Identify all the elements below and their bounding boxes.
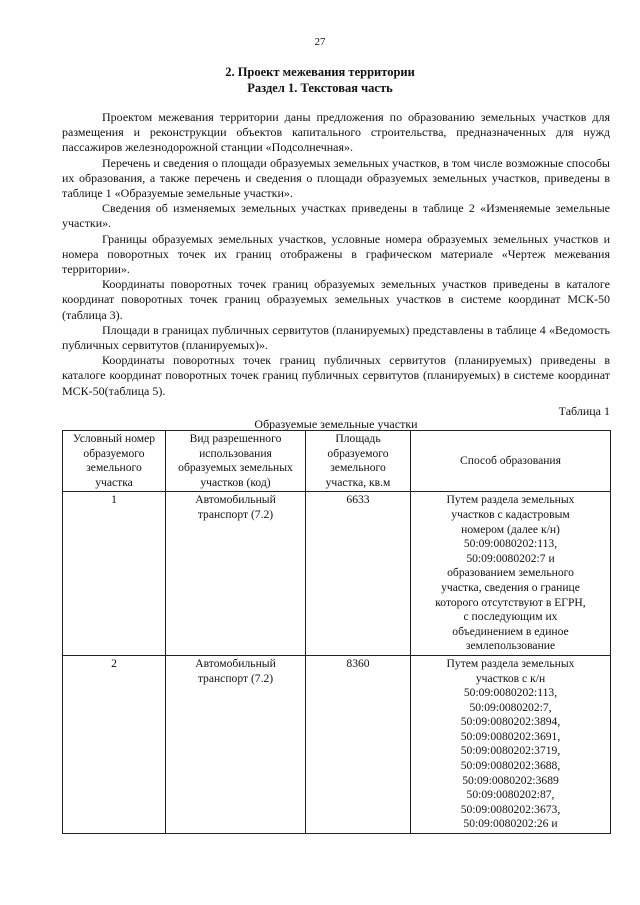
- paragraph: Координаты поворотных точек границ образуемых земельных участков приведены в каталоге координат поворотных точек границ образуемых земельных участков в системе координат МСК-50 (таблица 3).: [62, 277, 610, 322]
- cell-use: Автомобильный транспорт (7.2): [166, 655, 306, 833]
- paragraph: Координаты поворотных точек границ публичных сервитутов (планируемых) приведены в каталоге координат поворотных точек границ публичных сервитутов (планируемых) в системе координат МСК-50(таблица 5).: [62, 353, 610, 398]
- cell-number: 1: [63, 492, 166, 656]
- cell-method: Путем раздела земельных участков с к/н 50:09:0080202:113, 50:09:0080202:7, 50:09:0080202:3894, 50:09:0080202:3691, 50:09:0080202:3719, 50:09:0080202:3688, 50:09:0080202:3689 50:09:0080202:87, 50:09:0080202:3673, 50:09:0080202:26 и: [411, 655, 611, 833]
- table-label: Таблица 1: [558, 404, 610, 418]
- table-caption: Образуемые земельные участки: [254, 417, 418, 431]
- page-number: 27: [314, 36, 326, 48]
- table-row: [63, 655, 611, 833]
- paragraph: Границы образуемых земельных участков, условные номера образуемых земельных участков и номера поворотных точек их границ отображены в графическом материале «Чертеж межевания территории».: [62, 231, 610, 277]
- heading-subtitle: Раздел 1. Текстовая часть: [247, 81, 393, 95]
- section-heading: [0, 64, 640, 96]
- header-use: Вид разрешенного использования образуемых земельных участков (код): [166, 431, 306, 492]
- header-number: Условный номер образуемого земельного участка: [63, 431, 166, 492]
- paragraph: Сведения об изменяемых земельных участках приведены в таблице 2 «Изменяемые земельные участки».: [62, 201, 610, 231]
- plots-table: [62, 430, 611, 834]
- cell-area: 8360: [306, 655, 411, 833]
- heading-title: 2. Проект межевания территории: [225, 65, 415, 79]
- paragraph: Площади в границах публичных сервитутов (планируемых) представлены в таблице 4 «Ведомость публичных сервитутов (планируемых)».: [62, 322, 610, 353]
- cell-area: 6633: [306, 492, 411, 656]
- body-text: [62, 110, 610, 399]
- table-row: [63, 492, 611, 656]
- table-header-row: [63, 431, 611, 492]
- cell-method: Путем раздела земельных участков с кадастровым номером (далее к/н) 50:09:0080202:113, 50:09:0080202:7 и образованием земельного участка, сведения о границе которого отсутствуют в ЕГРН, с последующим их объединением в единое землепользование: [411, 492, 611, 656]
- cell-use: Автомобильный транспорт (7.2): [166, 492, 306, 656]
- paragraph: Проектом межевания территории даны предложения по образованию земельных участков для размещения и реконструкции объектов капитального строительства, предназначенных для нужд пассажиров железнодорожной станции «Подсолнечная».: [62, 110, 610, 155]
- header-method: Способ образования: [411, 431, 611, 492]
- paragraph: Перечень и сведения о площади образуемых земельных участков, в том числе возможные способы их образования, а также перечень и сведения о площади образуемых земельных участков, приведены в таблице 1 «Образуемые земельные участки».: [62, 155, 610, 201]
- cell-number: 2: [63, 655, 166, 833]
- header-area: Площадь образуемого земельного участка, кв.м: [306, 431, 411, 492]
